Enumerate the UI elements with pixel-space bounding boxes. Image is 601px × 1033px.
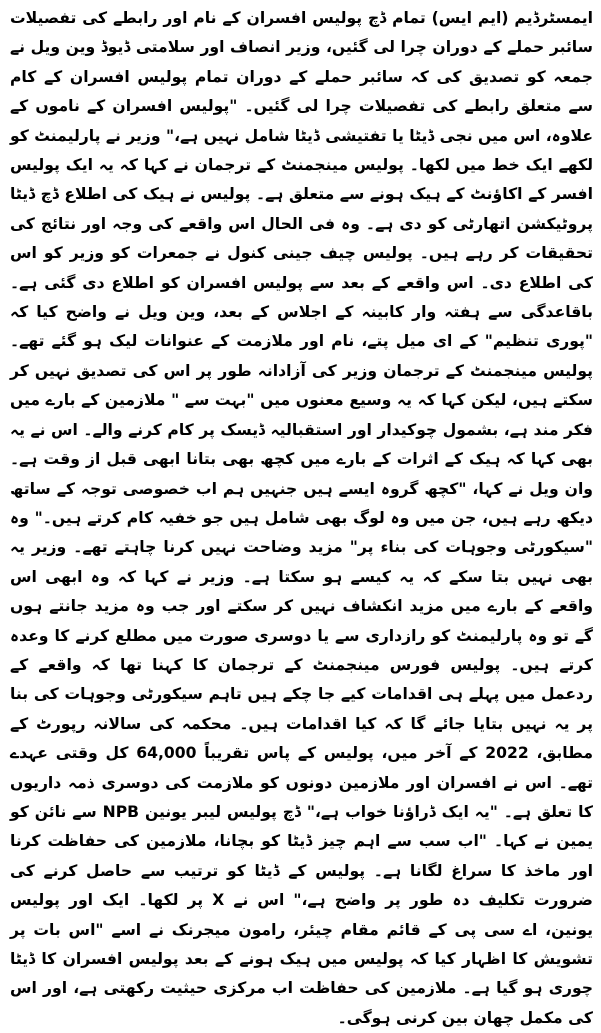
- article-body-paragraph: ایمسٹرڈیم (ایم ایس) تمام ڈچ پولیس افسران کے نام اور رابطے کی تفصیلات سائبر حملے کے دوران چرا لی گئیں، وزیر انصاف اور سلامتی ڈیوڈ وین ویل نے جمعہ کو تصدیق کی کہ سائبر حملے کے دوران تمام پولیس افسران کے کام سے متعلق رابطے کی تفصیلات چرا لی گئیں۔ "پولیس افسران کے ناموں کے علاوہ، اس میں نجی ڈیٹا یا تفتیشی ڈیٹا شامل نہیں ہے،" وزیر نے پارلیمنٹ کو لکھے ایک خط میں لکھا۔ پولیس مینجمنٹ کے ترجمان نے کہا کہ یہ ایک پولیس افسر کے اکاؤنٹ کے ہیک ہونے سے متعلق ہے۔ پولیس نے ہیک کی اطلاع ڈچ ڈیٹا پروٹیکشن اتھارٹی کو دی ہے۔ وہ فی الحال اس واقعے کی وجہ اور نتائج کی تحقیقات کر رہے ہیں۔ پولیس چیف جینی کنول نے جمعرات کو وزیر کو اس کی اطلاع دی۔ اس واقعے کے بعد سے پولیس افسران کو اطلاع دی گئی ہے۔ باقاعدگی سے ہفتہ وار کابینہ کے اجلاس کے بعد، وین ویل نے واضح کیا کہ "پوری تنظیم" کے ای میل پتے، نام اور ملازمت کے عنوانات لیک ہو گئے تھے۔ پولیس مینجمنٹ کے ترجمان وزیر کی آزادانہ طور پر اس کی تصدیق نہیں کر سکتے ہیں، لیکن کہا کہ یہ وسیع معنوں میں "بہت سے " ملازمین کے بارے میں فکر مند ہے، بشمول چوکیدار اور استقبالیہ ڈیسک پر کام کرنے والے۔ اس نے یہ بھی کہا کہ ہیک کے اثرات کے بارے میں کچھ بھی بتانا ابھی قبل از وقت ہے۔ وان ویل نے کہا، "کچھ گروہ ایسے ہیں جنہیں ہم اب خصوصی توجہ کے ساتھ دیکھ رہے ہیں، جن میں وہ لوگ بھی شامل ہیں جو خفیہ کام کرتے ہیں۔" وہ "سیکورٹی وجوہات کی بناء پر" مزید وضاحت نہیں کرنا چاہتے تھے۔ وزیر یہ بھی نہیں بتا سکے کہ یہ کیسے ہو سکتا ہے۔ وزیر نے کہا کہ وہ ابھی اس واقعے کے بارے میں مزید انکشاف نہیں کر سکتے اور جب وہ مزید جانتے ہوں گے تو وہ پارلیمنٹ کو رازداری سے یا دوسری صورت میں مطلع کرنے کا وعدہ کرتے ہیں۔ پولیس فورس مینجمنٹ کے ترجمان کا کہنا تھا کہ واقعے کے ردعمل میں پہلے ہی اقدامات کیے جا چکے ہیں تاہم سیکورٹی وجوہات کی بنا پر یہ نہیں بتایا جائے گا کہ کیا اقدامات ہیں۔ محکمہ کی سالانہ رپورٹ کے مطابق، 2022 کے آخر میں، پولیس کے پاس تقریباً 64,000 کل وقتی عہدے تھے۔ اس نے افسران اور ملازمین دونوں کو ملازمت کی دوسری ذمہ داریوں کا تعلق ہے۔ "یہ ایک ڈراؤنا خواب ہے،" ڈچ پولیس لیبر یونین NPB سے نائن کو یمین نے کہا۔ "اب سب سے اہم چیز ڈیٹا کو بچانا، ملازمین کی حفاظت کرنا اور ماخذ کا سراغ لگانا ہے۔ پولیس کے ڈیٹا کو ترتیب سے حاصل کرنے کی ضرورت تکلیف دہ طور پر واضح ہے،" اس نے X پر لکھا۔ ایک اور پولیس یونین، اے سی پی کے قائم مقام چیئر، رامون میجرنک نے اسے "اس بات پر تشویش کا اظہار کیا کہ پولیس میں ہیک ہونے کے بعد پولیس افسران کا ڈیٹا چوری ہو گیا ہے۔ ملازمین کی حفاظت اب مرکزی حیثیت رکھتی ہے، اور اس کی مکمل چھان بین کرنی ہوگی۔: [9, 9, 593, 1027]
- article-page: [9, 4, 593, 1027]
